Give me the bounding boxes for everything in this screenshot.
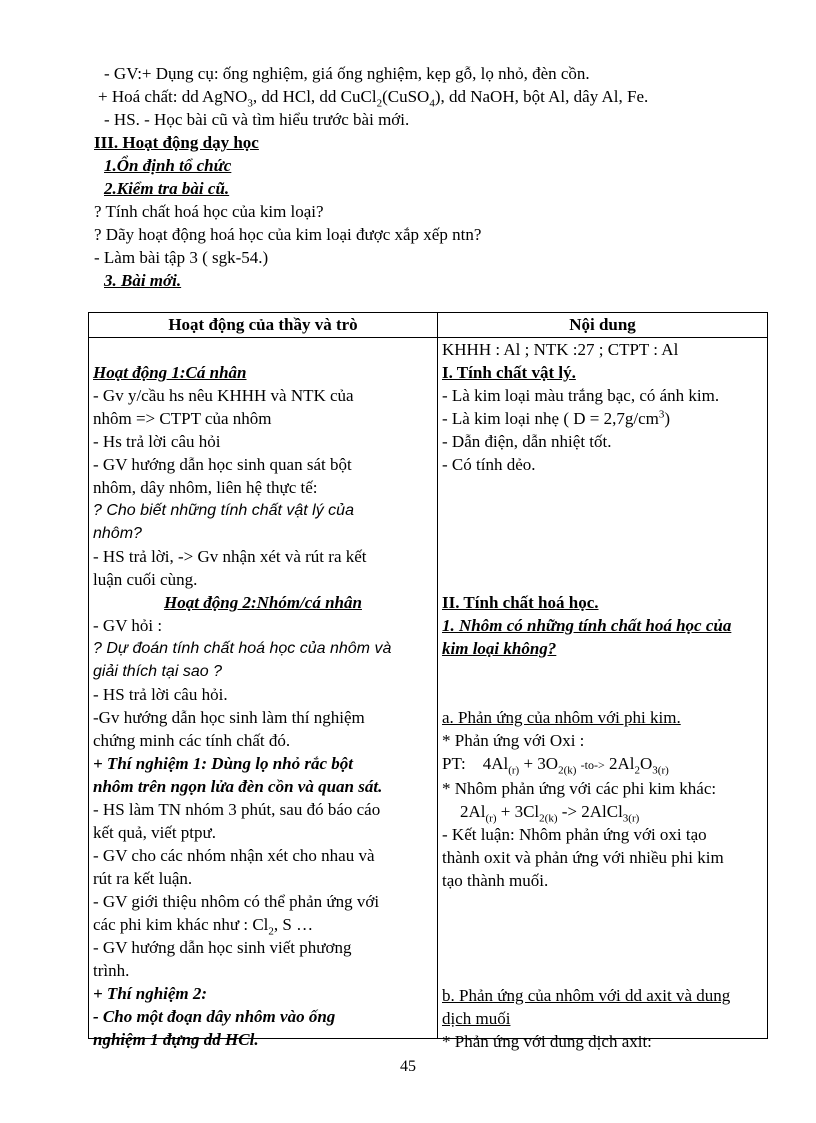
review-exercise: - Làm bài tập 3 ( sgk-54.): [94, 248, 269, 267]
list-item: luận cuối cùng.: [93, 570, 198, 589]
equation-chlorine: $2Al_{(r)} + 3Cl_{2(k)}$ -> 2AlCl$_{3(r)}$: [460, 802, 640, 825]
chemicals-line: + Hoá chất: dd AgNO$_3$, dd HCl, dd CuCl$_2$(CuSO$_4$), dd NaOH, bột Al, dây Al, Fe.: [98, 87, 649, 110]
question-heading: 1. Nhôm có những tính chất hoá học của: [442, 616, 732, 635]
subsection-2: 2.Kiểm tra bài cũ.: [104, 179, 230, 198]
list-item: * Phản ứng với dung dịch axit:: [442, 1032, 652, 1051]
question-item: ? Dự đoán tính chất hoá học của nhôm và: [93, 640, 392, 657]
question-heading-cont: kim loại không?: [442, 639, 557, 658]
list-item: - Hs trả lời câu hỏi: [93, 432, 221, 451]
question-item: ? Cho biết những tính chất vật lý của: [93, 502, 354, 519]
experiment-2-step-cont: nghiệm 1 đựng dd HCl.: [93, 1030, 259, 1049]
experiment-2-step: - Cho một đoạn dây nhôm vào ống: [93, 1007, 336, 1026]
table-body-row: [89, 338, 768, 1039]
formula-summary: KHHH : Al ; NTK :27 ; CTPT : Al: [442, 340, 679, 359]
equation-oxygen: PT: $4Al_{(r)} + 3O_{2(k)}$ $-to-> 2Al_2O_{3(r)}$: [442, 754, 669, 777]
table-header-row: [89, 313, 768, 338]
list-item: nhôm => CTPT của nhôm: [93, 409, 272, 428]
page-number: 45: [400, 1058, 416, 1075]
student-prep-line: - HS. - Học bài cũ và tìm hiểu trước bài mới.: [104, 110, 410, 129]
header-activities: Hoạt động của thầy và trò: [89, 313, 438, 338]
reaction-acid-heading-cont: dịch muối: [442, 1009, 511, 1028]
lesson-table: [88, 312, 768, 1051]
list-item: - GV hướng dẫn học sinh viết phương: [93, 938, 352, 957]
list-item: - GV hướng dẫn học sinh quan sát bột: [93, 455, 352, 474]
list-item: các phi kim khác như : $Cl_2$, S …: [93, 915, 314, 938]
list-item: - Là kim loại màu trắng bạc, có ánh kim.: [442, 386, 720, 405]
list-item: - GV cho các nhóm nhận xét cho nhau và: [93, 846, 375, 865]
question-item: giải thích tại sao ?: [93, 663, 222, 680]
list-item: - Gv y/cầu hs nêu KHHH và NTK của: [93, 386, 354, 405]
list-item: - HS trả lời câu hỏi.: [93, 685, 228, 704]
equipment-line: - GV:+ Dụng cụ: ống nghiệm, giá ống nghiệm, kẹp gỗ, lọ nhỏ, đèn cồn.: [104, 64, 590, 83]
list-item: trình.: [93, 961, 130, 980]
list-item: - HS trả lời, -> Gv nhận xét và rút ra kết: [93, 547, 367, 566]
list-item: chứng minh các tính chất đó.: [93, 731, 291, 750]
list-item: - GV giới thiệu nhôm có thể phản ứng với: [93, 892, 380, 911]
reaction-nonmetal-heading: a. Phản ứng của nhôm với phi kim.: [442, 708, 681, 727]
list-item: thành oxit và phản ứng với nhiều phi kim: [442, 848, 724, 867]
list-item: tạo thành muối.: [442, 871, 549, 890]
review-question-1: ? Tính chất hoá học của kim loại?: [94, 202, 324, 221]
content-cell: [438, 338, 768, 1051]
physical-properties-heading: I. Tính chất vật lý.: [442, 363, 576, 382]
list-item: - HS làm TN nhóm 3 phút, sau đó báo cáo: [93, 800, 381, 819]
subsection-1: 1.Ổn định tổ chức: [104, 156, 232, 175]
header-content: Nội dung: [438, 313, 768, 338]
experiment-1-title: + Thí nghiệm 1: Dùng lọ nhỏ rắc bột: [93, 754, 354, 773]
list-item: -Gv hướng dẫn học sinh làm thí nghiệm: [93, 708, 365, 727]
list-item: * Nhôm phản ứng với các phi kim khác:: [442, 779, 717, 798]
list-item: - Kết luận: Nhôm phản ứng với oxi tạo: [442, 825, 707, 844]
list-item: - Có tính dẻo.: [442, 455, 536, 474]
chemical-properties-heading: II. Tính chất hoá học.: [442, 593, 599, 612]
activities-cell: [89, 338, 438, 1049]
section-heading: III. Hoạt động dạy học: [94, 133, 259, 152]
experiment-1-title-cont: nhôm trên ngọn lửa đèn cồn và quan sát.: [93, 777, 383, 796]
list-item: - GV hỏi :: [93, 616, 163, 635]
experiment-2-title: + Thí nghiệm 2:: [93, 984, 208, 1003]
list-item: - Là kim loại nhẹ ( $D = 2,7g/cm^3$): [442, 408, 671, 428]
question-item: nhôm?: [93, 525, 142, 542]
reaction-acid-heading: b. Phản ứng của nhôm với dd axit và dung: [442, 986, 731, 1005]
list-item: nhôm, dây nhôm, liên hệ thực tế:: [93, 478, 318, 497]
list-item: rút ra kết luận.: [93, 869, 193, 888]
activity-2-title: Hoạt động 2:Nhóm/cá nhân: [164, 593, 362, 612]
list-item: kết quả, viết ptpư.: [93, 823, 216, 842]
review-question-2: ? Dãy hoạt động hoá học của kim loại được xắp xếp ntn?: [94, 225, 482, 244]
list-item: * Phản ứng với Oxi :: [442, 731, 585, 750]
list-item: - Dẫn điện, dẫn nhiệt tốt.: [442, 432, 612, 451]
subsection-3: 3. Bài mới.: [104, 271, 182, 290]
activity-1-title: Hoạt động 1:Cá nhân: [93, 363, 247, 382]
